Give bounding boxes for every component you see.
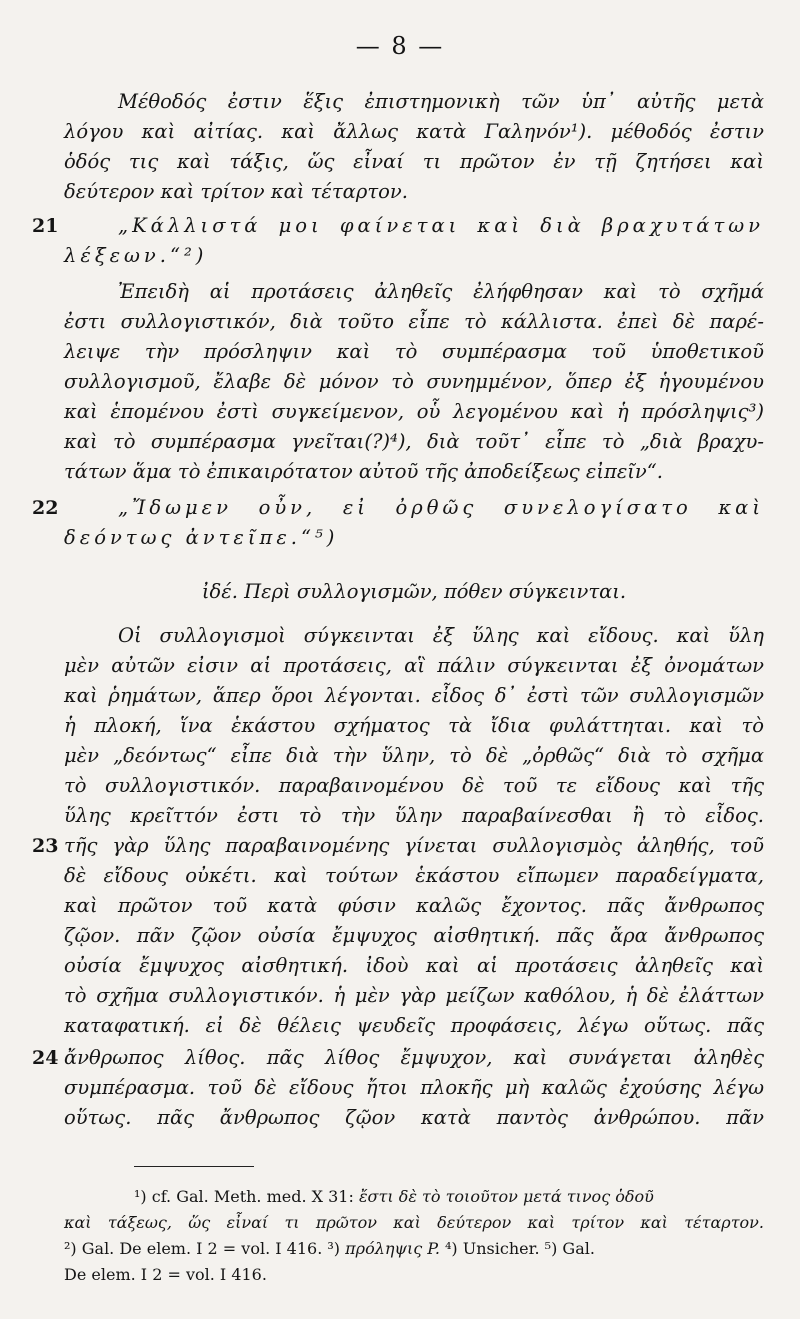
text-line: ὕλης κρεῖττόν ἐστι τὸ τὴν ὕλην παραβαίνεσθαι ἢ τὸ εἶδος. <box>64 804 764 827</box>
section-heading: ἰδέ. Περὶ συλλογισμῶν, πόθεν σύγκεινται. <box>201 580 627 603</box>
text-line: συμπέρασμα. τοῦ δὲ εἴδους ἤτοι πλοκῆς μὴ καλῶς ἐχούσης λέγω <box>64 1076 764 1099</box>
text-line: ὁδός τις καὶ τάξις, ὥς εἶναί τι πρῶτον ἐν τῇ ζητήσει καὶ <box>64 150 764 173</box>
text-line: συλλογισμοῦ, ἔλαβε δὲ μόνον τὸ συνημμένον, ὅπερ ἐξ ἡγουμένου <box>64 370 764 393</box>
text-line: τὸ σχῆμα συλλογιστικόν. ἡ μὲν γὰρ μείζων καθόλου, ἡ δὲ ἐλάττων <box>64 984 764 1007</box>
text-line: καὶ πρῶτον τοῦ κατὰ φύσιν καλῶς ἔχοντος. πᾶς ἄνθρωπος <box>64 894 764 917</box>
text-line: τὸ συλλογιστικόν. παραβαινομένου δὲ τοῦ τε εἴδους καὶ τῆς <box>64 774 764 797</box>
footnote-3-greek: πρόληψις P. <box>345 1239 440 1258</box>
footnotes-2-5 <box>64 1236 764 1261</box>
text-line: ἄνθρωπος λίθος. πᾶς λίθος ἔμψυχον, καὶ συνάγεται ἀληθὲς <box>64 1046 764 1069</box>
text-line: λόγου καὶ αἰτίας. καὶ ἄλλως κατὰ Γαληνόν¹). μέθοδός ἐστιν <box>64 120 764 143</box>
page-number: — 8 — <box>355 32 445 60</box>
lemma-line: λέξεων.“²) <box>64 244 208 267</box>
text-line: ἐστι συλλογιστικόν, διὰ τοῦτο εἶπε τὸ κάλλιστα. ἐπεὶ δὲ παρέ- <box>64 310 764 333</box>
line-number: 23 <box>32 835 59 857</box>
text-line: καὶ ἑπομένου ἐστὶ συγκείμενον, οὗ λεγομένου καὶ ἡ πρόσληψις³) <box>64 400 764 423</box>
text-line: δεύτερον καὶ τρίτον καὶ τέταρτον. <box>64 180 408 203</box>
text-line: δὲ εἴδους οὐκέτι. καὶ τούτων ἑκάστου εἴπωμεν παραδείγματα, <box>64 864 764 887</box>
footnote-5: ⁵) Gal. <box>544 1239 595 1258</box>
line-number: 24 <box>32 1047 59 1069</box>
text-line: τάτων ἅμα τὸ ἐπικαιρότατον αὐτοῦ τῆς ἀποδείξεως εἰπεῖν“. <box>64 460 663 483</box>
text-line: ἡ πλοκή, ἵνα ἑκάστου σχήματος τὰ ἴδια φυλάττηται. καὶ τὸ <box>64 714 764 737</box>
footnote-5-cont: De elem. I 2 = vol. I 416. <box>64 1265 267 1284</box>
lemma-line: „Κάλλιστά μοι φαίνεται καὶ διὰ βραχυτάτων <box>118 214 764 237</box>
text-line: Ἐπειδὴ αἱ προτάσεις ἀληθεῖς ἐλήφθησαν καὶ τὸ σχῆμά <box>118 280 764 303</box>
line-number: 22 <box>32 497 59 519</box>
text-line: καὶ ῥημάτων, ἅπερ ὅροι λέγονται. εἶδος δ᾽ ἐστὶ τῶν συλλογισμῶν <box>64 684 764 707</box>
text-line: ζῷον. πᾶν ζῷον οὐσία ἔμψυχος αἰσθητική. πᾶς ἄρα ἄνθρωπος <box>64 924 764 947</box>
text-line: τῆς γὰρ ὕλης παραβαινομένης γίνεται συλλογισμὸς ἀληθής, τοῦ <box>64 834 764 857</box>
text-line: Οἱ συλλογισμοὶ σύγκεινται ἐξ ὕλης καὶ εἴδους. καὶ ὕλη <box>118 624 764 647</box>
footnote-1-greek: ἔστι δὲ τὸ τοιοῦτον μετά τινος ὁδοῦ <box>358 1187 654 1206</box>
text-line: καὶ τὸ συμπέρασμα γνεῖται(?)⁴), διὰ τοῦτ᾽ εἶπε τὸ „διὰ βραχυ- <box>64 430 764 453</box>
footnote-1-ref: ¹) cf. Gal. Meth. med. X 31: <box>134 1187 354 1206</box>
footnote-rule <box>134 1166 254 1167</box>
text-line: οὕτως. πᾶς ἄνθρωπος ζῷον κατὰ παντὸς ἀνθρώπου. πᾶν <box>64 1106 764 1129</box>
text-line: οὐσία ἔμψυχος αἰσθητική. ἰδοὺ καὶ αἱ προτάσεις ἀληθεῖς καὶ <box>64 954 764 977</box>
text-line: μὲν αὐτῶν εἰσιν αἱ προτάσεις, αἳ πάλιν σύγκεινται ἐξ ὀνομάτων <box>64 654 764 677</box>
text-line: λειψε τὴν πρόσληψιν καὶ τὸ συμπέρασμα τοῦ ὑποθετικοῦ <box>64 340 764 363</box>
lemma-line: δεόντως ἀντεῖπε.“⁵) <box>64 526 339 549</box>
footnote-4: ⁴) Unsicher. <box>445 1239 540 1258</box>
footnote-2: ²) Gal. De elem. I 2 = vol. I 416. <box>64 1239 323 1258</box>
footnote-1 <box>134 1184 764 1209</box>
lemma-line: „Ἴδωμεν οὖν, εἰ ὀρθῶς συνελογίσατο καὶ <box>118 496 764 519</box>
text-line: μὲν „δεόντως“ εἶπε διὰ τὴν ὕλην, τὸ δὲ „ὀρθῶς“ διὰ τὸ σχῆμα <box>64 744 764 767</box>
footnote-1-cont: καὶ τάξεως, ὥς εἶναί τι πρῶτον καὶ δεύτερον καὶ τρίτον καὶ τέταρτον. <box>64 1213 764 1232</box>
footnote-3-mark: ³) <box>327 1239 341 1258</box>
text-line: Μέθοδός ἐστιν ἕξις ἐπιστημονικὴ τῶν ὑπ᾽ αὐτῆς μετὰ <box>118 90 764 113</box>
line-number: 21 <box>32 215 59 237</box>
text-line: καταφατική. εἰ δὲ θέλεις ψευδεῖς προφάσεις, λέγω οὕτως. πᾶς <box>64 1014 764 1037</box>
